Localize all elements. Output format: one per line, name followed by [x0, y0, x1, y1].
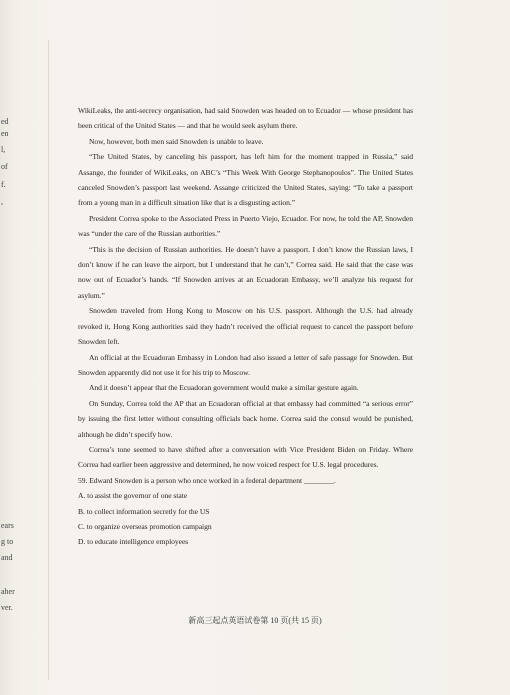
option-c: C. to organize overseas promotion campaign	[78, 521, 212, 531]
page-fold-line	[48, 40, 49, 680]
margin-fragment: en	[1, 129, 9, 138]
paragraph: Correa’s tone seemed to have shifted after a conversation with Vice President Biden on Friday. Where Correa had earlier been aggressive and determined, he now voiced respect for U.S. legal procedures.	[78, 444, 413, 470]
margin-fragment: ed	[1, 117, 9, 126]
margin-fragment: ver.	[1, 603, 13, 612]
page-footer: 新高三起点英语试卷第 10 页(共 15 页)	[188, 616, 322, 625]
paragraph: On Sunday, Correa told the AP that an Ecuadoran official at that embassy had committed “a serious error” by issuing the first letter without consulting officials back home. Correa said the consul would be punished, although he didn’t specify how.	[78, 398, 413, 439]
margin-fragment: f.	[1, 180, 6, 189]
margin-fragment: ,	[1, 197, 3, 206]
margin-fragment: g to	[1, 537, 14, 546]
paragraph: Snowden traveled from Hong Kong to Moscow on his U.S. passport. Although the U.S. had already revoked it, Hong Kong authorities said they hadn’t received the official request to cancel the passport before Snowden left.	[78, 306, 413, 347]
question-stem: 59. Edward Snowden is a person who once worked in a federal department ________.	[78, 475, 336, 485]
margin-fragment: of	[1, 162, 8, 171]
margin-fragment: and	[1, 553, 13, 562]
paragraph: And it doesn’t appear that the Ecuadoran government would make a similar gesture again.	[89, 383, 359, 393]
question-59	[78, 473, 413, 550]
paragraph: President Correa spoke to the Associated Press in Puerto Viejo, Ecuador. For now, he told the AP, Snowden was “under the care of the Russian authorities.”	[78, 213, 413, 239]
margin-fragment: l,	[1, 145, 6, 154]
margin-fragment: aher	[1, 587, 15, 596]
margin-fragment: ears	[1, 521, 14, 530]
passage	[78, 103, 413, 550]
option-a: A. to assist the governor of one state	[78, 491, 188, 501]
paragraph: “This is the decision of Russian authorities. He doesn’t have a passport. I don’t know the Russian laws, I don’t know if he can leave the airport, but I understand that he can’t,” Correa said. He said that the case was now out of Ecuador’s hands. “If Snowden arrives at an Ecuadoran Embassy, we’ll analyze his request for asylum.”	[78, 244, 413, 300]
paragraph: WikiLeaks, the anti-secrecy organisation, had said Snowden was headed on to Ecuador — whose president has been critical of the United States — and that he would seek asylum there.	[78, 106, 413, 131]
option-b: B. to collect information secretly for the US	[78, 506, 210, 516]
option-d: D. to educate intelligence employees	[78, 537, 189, 547]
paragraph: “The United States, by canceling his passport, has left him for the moment trapped in Russia,” said Assange, the founder of WikiLeaks, on ABC’s “This Week With George Stephanopoulos”. The United States canceled Snowden’s passport last weekend. Assange criticized the United States, saying: “To take a passport from a young man in a difficult situation like that is a disgusting action.”	[78, 152, 413, 208]
previous-page-margin	[0, 0, 20, 695]
paragraph: Now, however, both men said Snowden is unable to leave.	[89, 136, 264, 146]
paragraph: An official at the Ecuadoran Embassy in London had also issued a letter of safe passage for Snowden. But Snowden apparently did not use it for his trip to Moscow.	[78, 352, 413, 377]
